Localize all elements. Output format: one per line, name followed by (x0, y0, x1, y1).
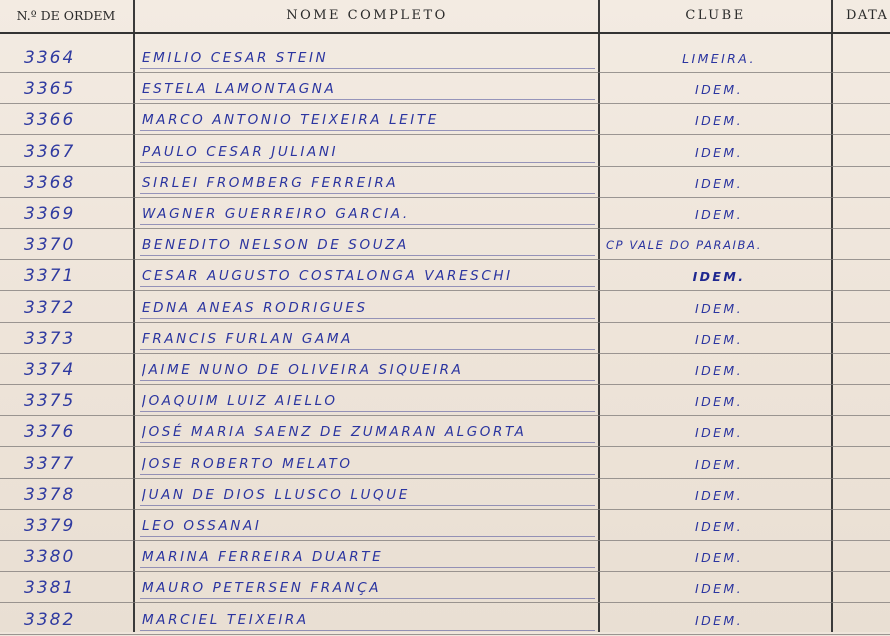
row-rule (0, 134, 890, 135)
order-number: 3377 (24, 453, 76, 474)
club-name: LIMEIRA. (682, 51, 756, 66)
order-number: 3375 (24, 391, 76, 412)
order-number: 3373 (24, 328, 76, 349)
row-rule (0, 259, 890, 260)
name-underline (140, 536, 595, 537)
row-rule (0, 446, 890, 447)
full-name: EMILIO CESAR STEIN (142, 50, 329, 66)
name-underline (140, 474, 595, 475)
table-row (0, 43, 890, 74)
column-header-clube: CLUBE (685, 8, 746, 23)
order-number: 3366 (24, 110, 76, 131)
name-underline (140, 68, 595, 69)
order-number: 3379 (24, 516, 76, 536)
name-underline (140, 224, 595, 225)
table-row (0, 542, 890, 573)
club-name: CP VALE DO PARAIBA. (606, 238, 762, 253)
club-name: IDEM. (695, 144, 743, 160)
header-rule (0, 32, 890, 34)
order-number: 3382 (24, 609, 76, 630)
table-row (0, 105, 890, 136)
club-name: IDEM. (692, 269, 746, 285)
table-row (0, 605, 890, 636)
name-underline (140, 349, 595, 350)
table-row (0, 261, 890, 292)
row-rule (0, 166, 890, 167)
club-name: IDEM. (695, 394, 743, 410)
club-name: IDEM. (695, 363, 743, 378)
order-number: 3381 (24, 578, 76, 599)
order-number: 3368 (24, 172, 76, 193)
table-row (0, 449, 890, 480)
row-rule (0, 415, 890, 416)
full-name: BENEDITO NELSON DE SOUZA (142, 237, 409, 254)
order-number: 3365 (24, 79, 76, 100)
club-name: IDEM. (695, 487, 743, 503)
table-row (0, 386, 890, 417)
full-name: JUAN DE DIOS LLUSCO LUQUE (142, 486, 410, 503)
name-underline (140, 442, 595, 443)
order-number: 3364 (24, 48, 76, 68)
table-row (0, 293, 890, 324)
name-underline (140, 130, 595, 131)
full-name: JOAQUIM LUIZ AIELLO (142, 393, 338, 410)
row-rule (0, 322, 890, 323)
name-underline (140, 505, 595, 506)
club-name: IDEM. (695, 612, 743, 628)
row-rule (0, 478, 890, 479)
order-number: 3367 (24, 141, 76, 162)
club-name: IDEM. (695, 207, 743, 222)
full-name: MAURO PETERSEN FRANÇA (142, 580, 382, 597)
row-rule (0, 228, 890, 229)
table-row (0, 199, 890, 230)
club-name: IDEM. (695, 175, 743, 191)
full-name: ESTELA LAMONTAGNA (142, 81, 337, 98)
table-row (0, 573, 890, 604)
full-name: MARCIEL TEIXEIRA (142, 611, 309, 628)
row-rule (0, 197, 890, 198)
row-rule (0, 72, 890, 73)
club-name: IDEM. (695, 456, 743, 472)
order-number: 3378 (24, 484, 76, 505)
table-row (0, 324, 890, 355)
club-name: IDEM. (695, 331, 743, 347)
table-row (0, 74, 890, 105)
name-underline (140, 630, 595, 631)
table-row (0, 230, 890, 261)
row-rule (0, 571, 890, 572)
full-name: LEO OSSANAI (142, 518, 262, 534)
order-number: 3380 (24, 547, 76, 568)
name-underline (140, 286, 595, 287)
order-number: 3376 (24, 422, 76, 443)
full-name: EDNA ANEAS RODRIGUES (142, 299, 368, 316)
order-number: 3369 (24, 204, 76, 224)
row-rule (0, 103, 890, 104)
table-row (0, 511, 890, 542)
order-number: 3372 (24, 297, 76, 318)
row-rule (0, 634, 890, 635)
club-name: IDEM. (695, 113, 743, 129)
club-name: IDEM. (695, 581, 743, 597)
full-name: JOSÉ MARIA SAENZ DE ZUMARAN ALGORTA (142, 424, 527, 441)
order-number: 3374 (24, 360, 76, 380)
club-name: IDEM. (695, 300, 743, 316)
name-underline (140, 255, 595, 256)
column-header-data: DATA (846, 8, 889, 23)
club-name: IDEM. (695, 519, 743, 534)
name-underline (140, 598, 595, 599)
full-name: JOSE ROBERTO MELATO (142, 455, 353, 472)
row-rule (0, 384, 890, 385)
name-underline (140, 193, 595, 194)
club-name: IDEM. (695, 425, 743, 441)
row-rule (0, 353, 890, 354)
order-number: 3370 (24, 235, 76, 256)
name-underline (140, 567, 595, 568)
full-name: FRANCIS FURLAN GAMA (142, 330, 353, 347)
table-row (0, 168, 890, 199)
table-row (0, 137, 890, 168)
row-rule (0, 602, 890, 603)
table-row (0, 417, 890, 448)
row-rule (0, 290, 890, 291)
name-underline (140, 162, 595, 163)
name-underline (140, 318, 595, 319)
name-underline (140, 411, 595, 412)
full-name: MARCO ANTONIO TEIXEIRA LEITE (142, 112, 439, 129)
club-name: IDEM. (695, 82, 743, 98)
name-underline (140, 380, 595, 381)
full-name: MARINA FERREIRA DUARTE (142, 549, 384, 566)
full-name: JAIME NUNO DE OLIVEIRA SIQUEIRA (142, 362, 464, 378)
table-row (0, 355, 890, 386)
row-rule (0, 509, 890, 510)
full-name: SIRLEI FROMBERG FERREIRA (142, 174, 399, 191)
club-name: IDEM. (695, 550, 743, 566)
full-name: PAULO CESAR JULIANI (142, 143, 339, 160)
column-header-nome: NOME COMPLETO (286, 8, 448, 23)
full-name: CESAR AUGUSTO COSTALONGA VARESCHI (142, 268, 513, 285)
name-underline (140, 99, 595, 100)
table-row (0, 480, 890, 511)
column-header-ordem: N.º DE ORDEM (16, 8, 116, 23)
full-name: WAGNER GUERREIRO GARCIA. (142, 206, 410, 222)
order-number: 3371 (24, 266, 76, 287)
row-rule (0, 540, 890, 541)
